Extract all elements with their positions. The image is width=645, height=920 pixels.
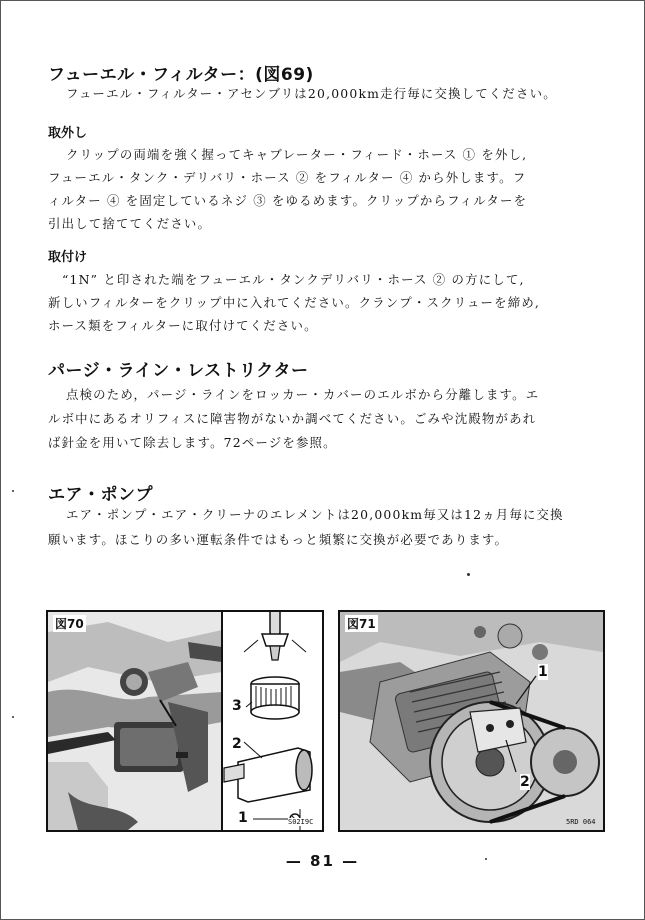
- fuel-filter-illustration: [48, 612, 322, 830]
- removal-line-1: クリップの両端を強く握ってキャブレーター・フィード・ホース ① を外し,: [66, 147, 528, 162]
- section-title-removal: 取外し: [48, 126, 88, 141]
- installation-line-3: ホース類をフィルターに取付けてください。: [48, 318, 318, 333]
- fig71-code: 5RD 064: [566, 818, 596, 826]
- figure-70: [46, 610, 324, 832]
- scan-speck: [467, 573, 470, 576]
- removal-line-4: 引出して捨ててください。: [48, 216, 212, 231]
- section-title-fuel-filter: フューエル・フィルター：(図69): [48, 65, 314, 85]
- installation-line-1: “1N” と印された端をフューエル・タンクデリバリ・ホース ② の方にして,: [62, 272, 525, 287]
- fig70-callout-1: 1: [238, 810, 248, 826]
- section-title-installation: 取付け: [48, 250, 88, 265]
- scan-speck: [12, 490, 14, 492]
- fig71-callout-1: 1: [538, 664, 548, 680]
- removal-line-2: フューエル・タンク・デリバリ・ホース ② をフィルター ④ から外します。フ: [48, 170, 527, 185]
- fig70-callout-3: 3: [232, 698, 242, 714]
- fig70-callout-2: 2: [232, 736, 242, 752]
- fig71-callout-2: 2: [520, 774, 530, 790]
- section-title-purge-line: パージ・ライン・レストリクター: [48, 361, 309, 381]
- installation-line-2: 新しいフィルターをクリップ中に入れてください。クランプ・スクリューを締め,: [48, 295, 541, 310]
- fig70-code: S02I9C: [288, 818, 314, 826]
- air-pump-illustration: [340, 612, 603, 830]
- scan-speck: [12, 716, 14, 718]
- fuel-filter-line-1: フューエル・フィルター・アセンブリは20,000km走行毎に交換してください。: [66, 86, 557, 101]
- scan-speck: [485, 858, 487, 860]
- removal-line-3: ィルター ④ を固定しているネジ ③ をゆるめます。クリップからフィルターを: [48, 193, 528, 208]
- figure-71-label: 図71: [347, 617, 376, 631]
- purge-line-2: ルボ中にあるオリフィスに障害物がないか調べてください。ごみや沈殿物があれ: [48, 411, 537, 426]
- figure-70-label: 図70: [55, 617, 84, 631]
- page-number: — 81 —: [285, 852, 360, 870]
- section-title-air-pump: エア・ポンプ: [48, 485, 153, 505]
- purge-line-1: 点検のため，パージ・ラインをロッカー・カバーのエルボから分離します。エ: [66, 387, 540, 402]
- purge-line-3: ば針金を用いて除去します。72ページを参照。: [48, 435, 337, 450]
- air-pump-line-1: エア・ポンプ・エア・クリーナのエレメントは20,000km毎又は12ヵ月毎に交換: [66, 507, 564, 522]
- air-pump-line-2: 願います。ほこりの多い運転条件ではもっと頻繁に交換が必要であります。: [48, 532, 509, 547]
- figure-71: [338, 610, 605, 832]
